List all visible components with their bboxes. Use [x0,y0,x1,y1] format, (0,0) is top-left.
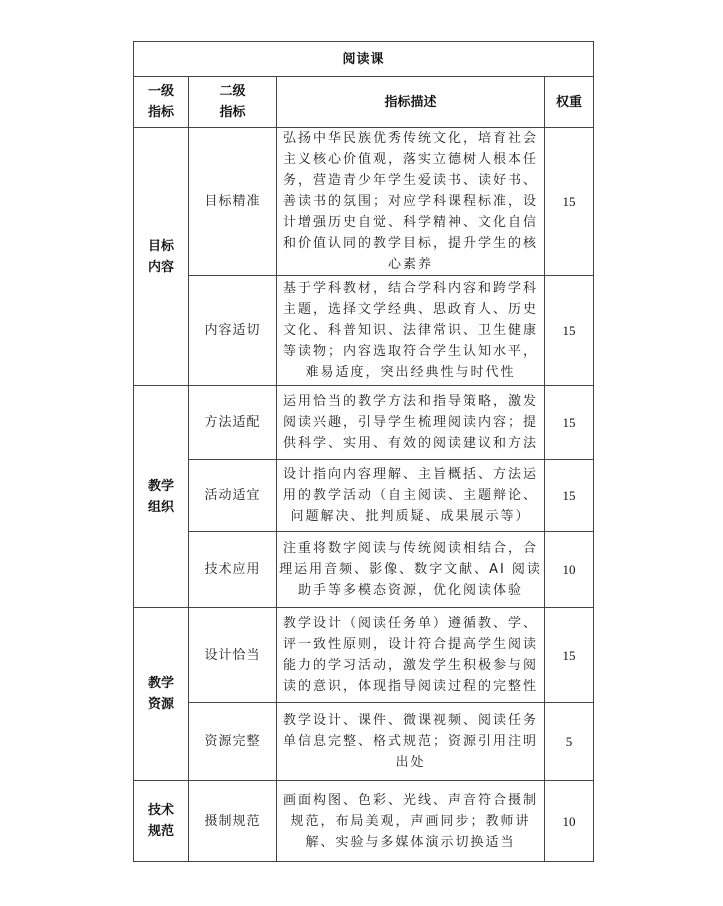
description-cell: 注重将数字阅读与传统阅读相结合，合理运用音频、影像、数字文献、AI 阅读助手等多模态资源，优化阅读体验 [277,532,545,608]
weight-cell: 15 [545,460,594,532]
description-cell: 基于学科教材，结合学科内容和跨学科主题，选择文学经典、思政育人、历史文化、科普知识、法律常识、卫生健康等读物；内容选取符合学生认知水平，难易适度，突出经典性与时代性 [277,276,545,386]
weight-cell: 15 [545,276,594,386]
table-row [134,128,594,276]
header-level1-line2: 指标 [147,105,174,120]
level2-cell: 技术应用 [189,532,277,608]
table-row [134,460,594,532]
level1-line: 内容 [147,259,174,275]
table-row [134,386,594,460]
table-title: 阅读课 [134,42,594,77]
level1-line: 规范 [147,824,174,839]
table-row [134,781,594,862]
level2-cell: 方法适配 [189,386,277,460]
description-cell: 设计指向内容理解、主旨概括、方法运用的教学活动（自主阅读、主题辩论、问题解决、批判质疑、成果展示等） [277,460,545,532]
weight-cell: 5 [545,703,594,781]
table-row [134,532,594,608]
level2-cell: 设计恰当 [189,608,277,703]
weight-cell: 10 [545,532,594,608]
level1-line: 目标 [147,238,174,254]
level1-cell [134,781,189,862]
level2-cell: 资源完整 [189,703,277,781]
level1-cell [134,386,189,608]
level1-line: 技术 [147,803,174,818]
level1-line: 资源 [147,697,174,712]
weight-cell: 10 [545,781,594,862]
weight-cell: 15 [545,608,594,703]
header-level1 [134,77,189,128]
description-cell: 教学设计、课件、微课视频、阅读任务单信息完整、格式规范；资源引用注明出处 [277,703,545,781]
header-weight: 权重 [545,77,594,128]
rubric-table [133,41,594,862]
weight-cell: 15 [545,128,594,276]
description-cell: 弘扬中华民族优秀传统文化，培育社会主义核心价值观，落实立德树人根本任务，营造青少年学生爱读书、读好书、善读书的氛围；对应学科课程标准，设计增强历史自觉、科学精神、文化自信和价值认同的教学目标，提升学生的核心素养 [277,128,545,276]
header-level1-line1: 一级 [147,84,174,99]
description-cell: 画面构图、色彩、光线、声音符合摄制规范，布局美观，声画同步；教师讲解、实验与多媒体演示切换适当 [277,781,545,862]
level1-line: 教学 [147,478,174,494]
level2-cell: 活动适宜 [189,460,277,532]
description-cell: 教学设计（阅读任务单）遵循教、学、评一致性原则，设计符合提高学生阅读能力的学习活动，激发学生积极参与阅读的意识，体现指导阅读过程的完整性 [277,608,545,703]
table-row [134,276,594,386]
table-title-row [134,42,594,77]
column-header-row [134,77,594,128]
level2-cell: 内容适切 [189,276,277,386]
level2-cell: 摄制规范 [189,781,277,862]
level1-line: 教学 [147,676,174,691]
weight-cell: 15 [545,386,594,460]
table-row [134,703,594,781]
level1-line: 组织 [147,499,174,515]
header-level2-line1: 二级 [219,84,246,99]
level2-cell: 目标精准 [189,128,277,276]
level1-cell [134,608,189,781]
header-level2-line2: 指标 [219,105,246,120]
level1-cell [134,128,189,386]
header-description: 指标描述 [277,77,545,128]
header-level2 [189,77,277,128]
table-row [134,608,594,703]
description-cell: 运用恰当的教学方法和指导策略，激发阅读兴趣，引导学生梳理阅读内容；提供科学、实用、有效的阅读建议和方法 [277,386,545,460]
